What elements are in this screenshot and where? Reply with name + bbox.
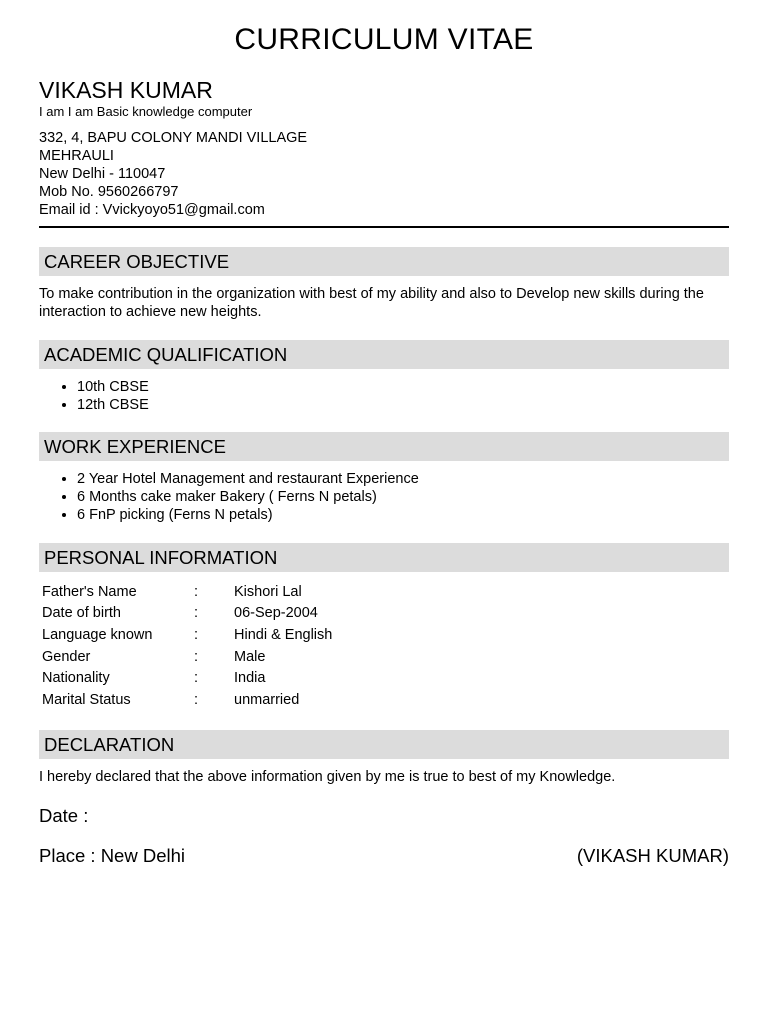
address-line: 332, 4, BAPU COLONY MANDI VILLAGE	[39, 130, 308, 146]
career-objective-text: To make contribution in the organization with best of my ability and also to Develop new skills during the interaction to achieve new heights.	[39, 286, 704, 320]
field-value: Hindi & English	[234, 626, 333, 643]
candidate-tagline: I am I am Basic knowledge computer	[39, 104, 253, 119]
field-value: India	[234, 670, 266, 687]
section-heading-label: PERSONAL INFORMATION	[44, 547, 278, 568]
table-row	[39, 603, 332, 625]
address-line: New Delhi - 110047	[39, 166, 166, 182]
field-separator: :	[194, 583, 199, 600]
field-separator: :	[194, 605, 199, 622]
field-separator: :	[194, 691, 199, 708]
section-heading-academic	[39, 340, 729, 369]
personal-info-table	[39, 581, 332, 711]
list-item: • 10th CBSE	[77, 378, 149, 396]
field-label: Gender	[42, 648, 91, 665]
field-value: Kishori Lal	[234, 583, 302, 600]
field-value: Male	[234, 648, 266, 665]
declaration-text: I hereby declared that the above information given by me is true to best of my Knowledge.	[39, 769, 616, 785]
section-heading-label: ACADEMIC QUALIFICATION	[44, 344, 288, 365]
signature-name: (VIKASH KUMAR)	[576, 845, 729, 866]
field-label: Nationality	[42, 670, 110, 687]
field-value: unmarried	[234, 691, 300, 708]
list-item: • 6 FnP picking (Ferns N petals)	[77, 506, 419, 524]
candidate-name: VIKASH KUMAR	[39, 77, 213, 103]
place-label: Place : New Delhi	[39, 845, 186, 866]
document-title: CURRICULUM VITAE	[234, 23, 534, 56]
mobile-number: Mob No. 9560266797	[39, 184, 179, 200]
header-divider	[39, 226, 729, 228]
table-row	[39, 646, 332, 668]
list-item: • 2 Year Hotel Management and restaurant Experience	[77, 470, 419, 488]
section-heading-label: CAREER OBJECTIVE	[44, 251, 230, 272]
section-heading-label: WORK EXPERIENCE	[44, 436, 226, 457]
address-line: MEHRAULI	[39, 148, 114, 164]
email-address: Email id : Vvickyoyo51@gmail.com	[39, 202, 265, 218]
list-item: • 6 Months cake maker Bakery ( Ferns N petals)	[77, 488, 419, 506]
table-row	[39, 581, 332, 603]
field-value: 06-Sep-2004	[234, 605, 318, 622]
work-experience-list	[39, 470, 419, 524]
academic-list	[39, 378, 149, 414]
contact-address	[39, 129, 307, 219]
section-heading-label: DECLARATION	[44, 734, 175, 755]
field-label: Father's Name	[42, 583, 137, 600]
field-label: Date of birth	[42, 605, 121, 622]
field-label: Language known	[42, 626, 153, 643]
field-separator: :	[194, 648, 199, 665]
section-heading-personal-information	[39, 543, 729, 572]
field-label: Marital Status	[42, 691, 131, 708]
date-label: Date :	[39, 805, 89, 826]
list-item: • 12th CBSE	[77, 396, 149, 414]
section-heading-declaration	[39, 730, 729, 759]
field-separator: :	[194, 670, 199, 687]
table-row	[39, 667, 332, 689]
section-heading-work-experience	[39, 432, 729, 461]
table-row	[39, 689, 332, 711]
section-heading-career-objective	[39, 247, 729, 276]
field-separator: :	[194, 626, 199, 643]
table-row	[39, 624, 332, 646]
